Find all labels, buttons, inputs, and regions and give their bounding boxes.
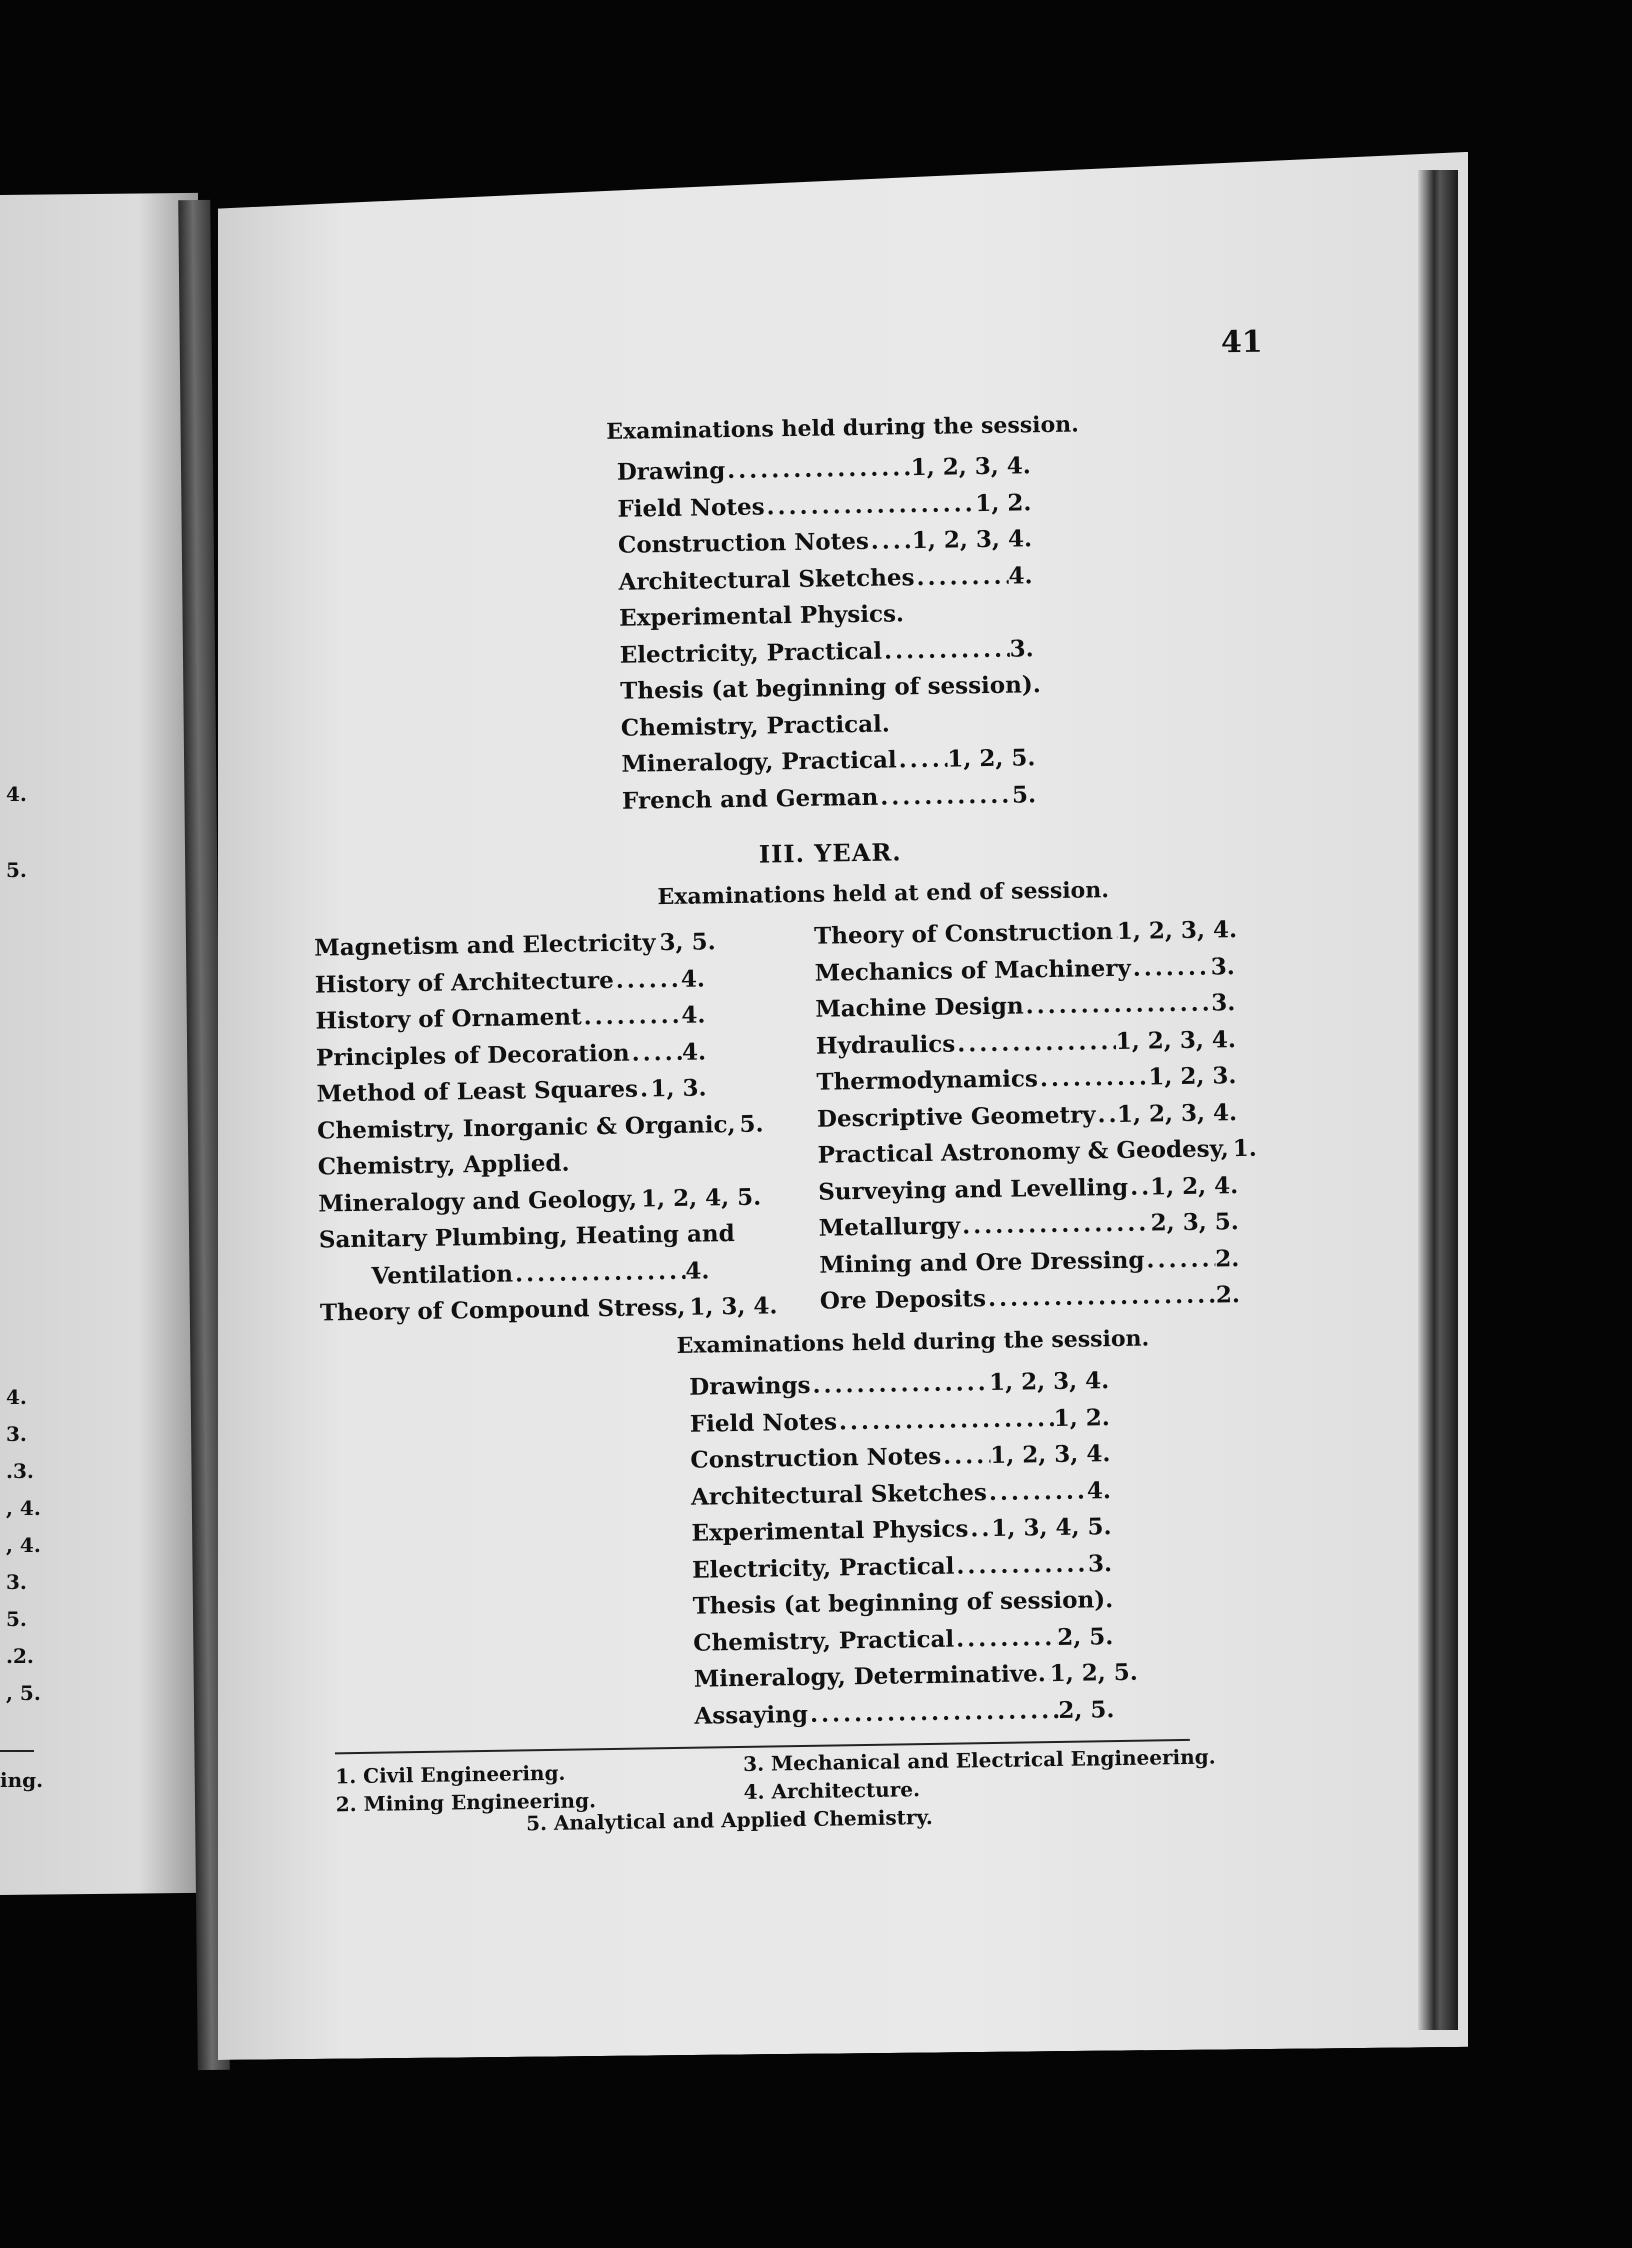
page-number: 41 bbox=[1220, 324, 1263, 361]
list-item: Thesis (at beginning of session). bbox=[620, 671, 1041, 705]
left-page-fragment: 5. bbox=[6, 1607, 27, 1631]
list-item: History of Architecture ..... 4. bbox=[315, 961, 706, 1004]
left-page-fragment: 4. bbox=[6, 782, 27, 806]
list-item: Drawings ..... 1, 2, 3, 4. bbox=[689, 1363, 1110, 1406]
left-page-rule bbox=[0, 1750, 34, 1752]
list-item: Drawing ..... 1, 2, 3, 4. bbox=[617, 448, 1032, 491]
list-item: Theory of Compound Stress, 1, 3, 4. bbox=[319, 1292, 778, 1327]
list-item: Mineralogy, Determinative. ..... 1, 2, 5. bbox=[694, 1655, 1115, 1698]
footnote-4: 4. Architecture. bbox=[743, 1777, 921, 1804]
list-item: Magnetism and Electricity ..... 3, 5. bbox=[314, 924, 705, 967]
list-item: Hydraulics ..... 1, 2, 3, 4. bbox=[816, 1022, 1237, 1065]
page-content bbox=[218, 145, 1498, 2059]
during-session-heading-2: Examinations held during the session. bbox=[676, 1325, 1150, 1359]
list-item: Metallurgy ..... 2, 3, 5. bbox=[818, 1204, 1239, 1247]
left-page-fragment: , 5. bbox=[6, 1681, 41, 1705]
list-item: Chemistry, Applied. bbox=[317, 1149, 570, 1181]
list-item: Ventilation ..... 4. bbox=[319, 1253, 710, 1296]
left-page-fragment: 4. bbox=[6, 1385, 27, 1409]
list-item: Mechanics of Machinery ..... 3. bbox=[814, 949, 1235, 992]
list-item: Experimental Physics. bbox=[618, 600, 905, 632]
list-item: Architectural Sketches ..... 4. bbox=[691, 1473, 1112, 1516]
list-item: Construction Notes ..... 1, 2, 3, 4. bbox=[618, 521, 1033, 564]
list-item: Descriptive Geometry ..... 1, 2, 3, 4. bbox=[817, 1095, 1238, 1138]
list-item: Theory of Construction ..... 1, 2, 3, 4. bbox=[814, 912, 1235, 955]
list-item: French and German ..... 5. bbox=[622, 777, 1037, 820]
list-item: Architectural Sketches ..... 4. bbox=[618, 558, 1033, 601]
footnote-5: 5. Analytical and Applied Chemistry. bbox=[525, 1804, 933, 1836]
list-item: Mineralogy and Geology, 1, 2, 4, 5. bbox=[318, 1183, 762, 1218]
footnote-2: 2. Mining Engineering. bbox=[335, 1788, 597, 1817]
year-title: III. YEAR. bbox=[758, 837, 902, 869]
left-page-fragment: 3. bbox=[6, 1570, 27, 1594]
left-page-fragment: , 4. bbox=[6, 1496, 41, 1520]
list-item: Assaying ..... 2, 5. bbox=[694, 1692, 1115, 1735]
list-item: Electricity, Practical ..... 3. bbox=[619, 631, 1034, 674]
end-session-heading: Examinations held at end of session. bbox=[657, 877, 1110, 911]
during-session-heading: Examinations held during the session. bbox=[606, 411, 1080, 445]
left-page-fragment: 3. bbox=[6, 1422, 27, 1446]
during-session-list-2 bbox=[689, 1363, 1138, 1735]
list-item: Thermodynamics ..... 1, 2, 3. bbox=[816, 1058, 1237, 1101]
list-item: Chemistry, Practical ..... 2, 5. bbox=[693, 1619, 1114, 1662]
list-item: Surveying and Levelling ..... 1, 2, 4. bbox=[818, 1168, 1239, 1211]
left-page-fragment: .2. bbox=[6, 1644, 34, 1668]
left-page-fragment: 5. bbox=[6, 858, 27, 882]
end-session-right-list bbox=[813, 912, 1258, 1320]
list-item: Chemistry, Practical. bbox=[620, 710, 891, 742]
list-item: Field Notes ..... 1, 2. bbox=[690, 1400, 1111, 1443]
list-item: History of Ornament ..... 4. bbox=[315, 997, 706, 1040]
list-item: Sanitary Plumbing, Heating and bbox=[318, 1220, 735, 1254]
list-item: Mineralogy, Practical ..... 1, 2, 5. bbox=[621, 740, 1036, 783]
list-item: Thesis (at beginning of session). bbox=[692, 1586, 1114, 1620]
footnote-1: 1. Civil Engineering. bbox=[335, 1760, 566, 1789]
list-item: Experimental Physics ..... 1, 3, 4, 5. bbox=[691, 1509, 1112, 1552]
footnote-3: 3. Mechanical and Electrical Engineering. bbox=[742, 1744, 1216, 1776]
list-item: Ore Deposits ..... 2. bbox=[820, 1277, 1241, 1320]
left-page-fragment: ing. bbox=[0, 1768, 44, 1792]
list-item: Principles of Decoration ..... 4. bbox=[316, 1034, 707, 1077]
during-session-list bbox=[616, 448, 1041, 819]
list-item: Practical Astronomy & Geodesy, 1. bbox=[817, 1134, 1258, 1169]
list-item: Method of Least Squares ..... 1, 3. bbox=[316, 1070, 707, 1113]
list-item: Electricity, Practical ..... 3. bbox=[692, 1546, 1113, 1589]
left-page bbox=[0, 193, 198, 1895]
list-item: Construction Notes ..... 1, 2, 3, 4. bbox=[690, 1436, 1111, 1479]
end-session-left-list bbox=[314, 924, 778, 1332]
list-item: Field Notes ..... 1, 2. bbox=[617, 485, 1032, 528]
list-item: Chemistry, Inorganic & Organic, 5. bbox=[316, 1110, 764, 1145]
list-item: Mining and Ore Dressing ..... 2. bbox=[819, 1241, 1240, 1284]
list-item: Machine Design ..... 3. bbox=[815, 985, 1236, 1028]
left-page-fragment: .3. bbox=[6, 1459, 34, 1483]
left-page-fragment: , 4. bbox=[6, 1533, 41, 1557]
